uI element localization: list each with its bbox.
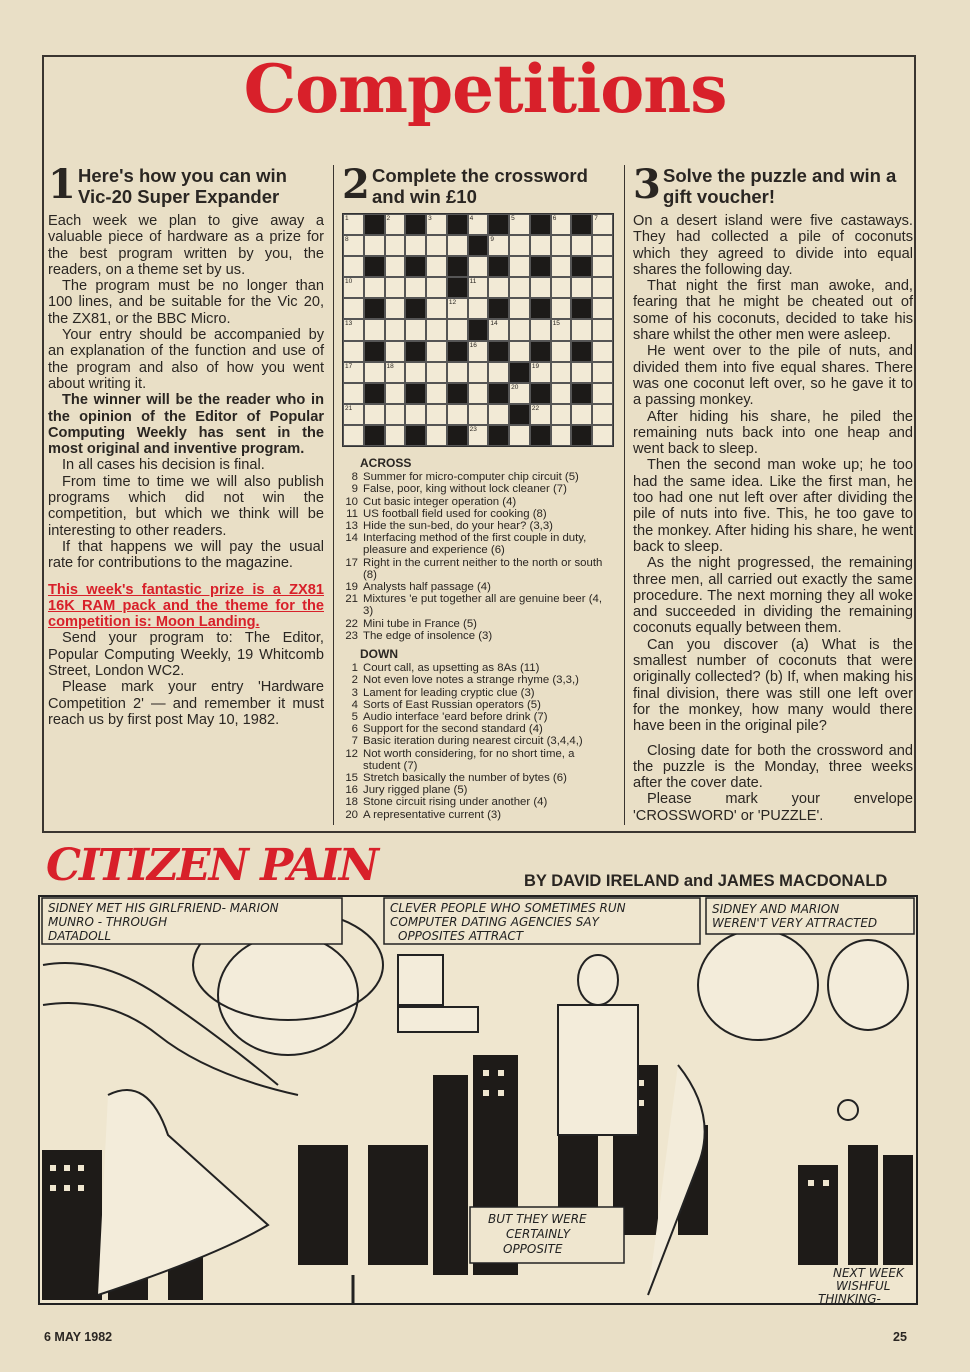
crossword-cell[interactable] bbox=[426, 235, 447, 256]
paragraph: From time to time we will also publish programs which did not win the competition, but which we think will be interesting to other readers. bbox=[48, 473, 324, 539]
crossword-block bbox=[488, 383, 509, 404]
crossword-cell[interactable] bbox=[571, 235, 592, 256]
clue-text: Right in the current neither to the north or south (8) bbox=[363, 556, 603, 581]
caption-5-line: WISHFUL bbox=[836, 1279, 891, 1293]
clue bbox=[342, 508, 614, 520]
crossword-block bbox=[364, 425, 385, 446]
crossword-cell[interactable] bbox=[426, 214, 447, 235]
crossword-cell[interactable] bbox=[426, 319, 447, 340]
crossword-block bbox=[488, 214, 509, 235]
crossword-cell[interactable] bbox=[343, 404, 364, 425]
crossword-cell[interactable] bbox=[488, 277, 509, 298]
crossword-cell[interactable] bbox=[385, 383, 406, 404]
crossword-cell[interactable] bbox=[551, 298, 572, 319]
caption-5-line: THINKING- bbox=[818, 1292, 881, 1305]
crossword-cell[interactable] bbox=[405, 362, 426, 383]
cell-number: 13 bbox=[345, 320, 353, 328]
cell-number: 21 bbox=[345, 404, 353, 412]
crossword-cell[interactable] bbox=[385, 214, 406, 235]
cell-number: 8 bbox=[345, 236, 349, 244]
crossword-block bbox=[364, 214, 385, 235]
crossword-block bbox=[405, 256, 426, 277]
crossword-cell[interactable] bbox=[592, 256, 613, 277]
crossword-cell[interactable] bbox=[551, 214, 572, 235]
crossword-cell[interactable] bbox=[509, 214, 530, 235]
caption-4-line: BUT THEY WERE bbox=[488, 1212, 587, 1226]
clue-number: 8 bbox=[351, 471, 358, 484]
crossword-cell[interactable] bbox=[364, 404, 385, 425]
cell-number: 4 bbox=[469, 215, 474, 222]
crossword-cell[interactable] bbox=[488, 362, 509, 383]
clue bbox=[342, 748, 614, 772]
paragraph: He went over to the pile of nuts, and divided them into five equal shares. There was one coconut left over, so he gave it to a passing monkey. bbox=[633, 343, 913, 409]
crossword-cell[interactable] bbox=[571, 362, 592, 383]
clue-number: 7 bbox=[351, 735, 358, 748]
clue-text: Stretch basically the number of bytes (6) bbox=[363, 772, 567, 785]
crossword-cell[interactable] bbox=[343, 235, 364, 256]
clue-text: Interfacing method of the first couple in duty, pleasure and experience (6) bbox=[363, 532, 587, 557]
clue-number: 12 bbox=[345, 747, 358, 760]
crossword-cell[interactable] bbox=[488, 319, 509, 340]
competition-number: 3 bbox=[633, 161, 661, 208]
crossword-cell[interactable] bbox=[426, 425, 447, 446]
crossword-cell[interactable] bbox=[468, 214, 489, 235]
crossword-block bbox=[530, 298, 551, 319]
cell-number: 9 bbox=[490, 236, 494, 244]
crossword-cell[interactable] bbox=[592, 214, 613, 235]
crossword-cell[interactable] bbox=[551, 256, 572, 277]
footer-date: 6 MAY 1982 bbox=[44, 1330, 113, 1344]
clue-number: 4 bbox=[351, 698, 358, 711]
clue-number: 21 bbox=[345, 593, 358, 606]
crossword-cell[interactable] bbox=[488, 404, 509, 425]
crossword-block bbox=[488, 256, 509, 277]
crossword-clues bbox=[342, 457, 614, 821]
caption-3-line: SIDNEY AND MARION bbox=[712, 902, 840, 916]
clue-text: Cut basic integer operation (4) bbox=[363, 495, 517, 508]
competition-1 bbox=[48, 161, 324, 728]
cell-number: 11 bbox=[469, 278, 477, 286]
crossword-cell[interactable] bbox=[343, 362, 364, 383]
crossword-block bbox=[509, 404, 530, 425]
cell-number: 14 bbox=[490, 320, 498, 328]
clue-number: 6 bbox=[351, 723, 358, 736]
crossword-cell[interactable] bbox=[530, 404, 551, 425]
crossword-cell[interactable] bbox=[509, 383, 530, 404]
crossword-cell[interactable] bbox=[551, 341, 572, 362]
crossword-cell[interactable] bbox=[426, 404, 447, 425]
agent-suit bbox=[558, 1005, 638, 1135]
crossword-cell[interactable] bbox=[385, 298, 406, 319]
clue-number: 1 bbox=[351, 662, 358, 675]
clue-text: US football field used for cooking (8) bbox=[363, 507, 547, 520]
crossword-cell[interactable] bbox=[509, 277, 530, 298]
column-divider bbox=[624, 165, 625, 825]
crossword-cell[interactable] bbox=[468, 341, 489, 362]
crossword-block bbox=[530, 425, 551, 446]
comic-byline: BY DAVID IRELAND and JAMES MACDONALD bbox=[524, 872, 888, 890]
crossword-cell[interactable] bbox=[509, 298, 530, 319]
clue-number: 18 bbox=[345, 796, 358, 809]
clue bbox=[342, 630, 614, 642]
clue bbox=[342, 471, 614, 483]
caption-2-line: OPPOSITES ATTRACT bbox=[398, 929, 524, 943]
crossword-cell[interactable] bbox=[343, 298, 364, 319]
closing-date: Closing date for both the crossword and the puzzle is the Monday, three weeks after the cover date. bbox=[633, 742, 913, 792]
crossword-cell[interactable] bbox=[405, 319, 426, 340]
crossword-cell[interactable] bbox=[426, 341, 447, 362]
across-clue-list bbox=[342, 471, 614, 642]
clue bbox=[342, 674, 614, 686]
crossword-cell[interactable] bbox=[468, 298, 489, 319]
cell-number: 1 bbox=[345, 215, 349, 222]
clue-text: Audio interface 'eard before drink (7) bbox=[363, 711, 548, 724]
crossword-cell[interactable] bbox=[447, 235, 468, 256]
clue bbox=[342, 662, 614, 674]
crossword-block bbox=[530, 341, 551, 362]
crossword-block bbox=[405, 341, 426, 362]
crossword-cell[interactable] bbox=[447, 298, 468, 319]
crossword-cell[interactable] bbox=[468, 362, 489, 383]
crossword-cell[interactable] bbox=[405, 277, 426, 298]
agent-head bbox=[578, 955, 618, 1005]
caption-3-line: WEREN'T VERY ATTRACTED bbox=[712, 916, 878, 930]
competition-number: 2 bbox=[342, 161, 370, 208]
column-divider bbox=[333, 165, 334, 825]
clue-number: 2 bbox=[351, 674, 358, 687]
cell-number: 20 bbox=[511, 383, 519, 391]
competition-heading: Solve the puzzle and win a gift voucher! bbox=[663, 165, 897, 207]
clue-text: Basic iteration during nearest circuit (3,4,4,) bbox=[363, 735, 583, 748]
computer-monitor bbox=[398, 955, 443, 1005]
caption-1-line: SIDNEY MET HIS GIRLFRIEND- MARION bbox=[48, 901, 279, 915]
crossword-cell[interactable] bbox=[447, 404, 468, 425]
crossword-cell[interactable] bbox=[530, 362, 551, 383]
crossword-cell[interactable] bbox=[468, 256, 489, 277]
clue-text: Analysts half passage (4) bbox=[363, 581, 491, 594]
crossword-cell[interactable] bbox=[343, 319, 364, 340]
prize-announcement: This week's fantastic prize is a ZX81 16K RAM pack and the theme for the competition is: Moon Landing. bbox=[48, 581, 324, 631]
paragraph: As the night progressed, the remaining three men, all carried out exactly the same procedure. The next morning they all woke and succeeded in dividing the remaining coconuts equally between them. bbox=[633, 555, 913, 637]
crossword-block bbox=[571, 341, 592, 362]
caption-2-line: CLEVER PEOPLE WHO SOMETIMES RUN bbox=[390, 901, 626, 915]
crossword-block bbox=[530, 256, 551, 277]
cell-number: 17 bbox=[345, 362, 353, 370]
crossword-block bbox=[364, 256, 385, 277]
crossword-cell[interactable] bbox=[343, 214, 364, 235]
clue-number: 5 bbox=[351, 711, 358, 724]
clue-text: Stone circuit rising under another (4) bbox=[363, 796, 548, 809]
cell-number: 16 bbox=[469, 341, 477, 349]
cell-number: 23 bbox=[469, 425, 477, 433]
crossword-block bbox=[405, 383, 426, 404]
clue bbox=[342, 723, 614, 735]
cell-number: 7 bbox=[594, 215, 598, 222]
winner-paragraph: The winner will be the reader who in the opinion of the Editor of Popular Computing Weekly has sent in the most original and inventive program. bbox=[48, 392, 324, 458]
crossword-block bbox=[405, 214, 426, 235]
crossword-cell[interactable] bbox=[509, 319, 530, 340]
crossword-cell[interactable] bbox=[385, 404, 406, 425]
crossword-block bbox=[571, 425, 592, 446]
crossword-cell[interactable] bbox=[385, 319, 406, 340]
cell-number: 15 bbox=[552, 320, 560, 328]
crossword-block bbox=[447, 277, 468, 298]
clue bbox=[342, 809, 614, 821]
crossword-cell[interactable] bbox=[447, 362, 468, 383]
clue bbox=[342, 796, 614, 808]
crossword-cell[interactable] bbox=[592, 235, 613, 256]
crossword-cell[interactable] bbox=[592, 341, 613, 362]
crossword-cell[interactable] bbox=[509, 235, 530, 256]
crossword-cell[interactable] bbox=[343, 277, 364, 298]
caption-2-line: COMPUTER DATING AGENCIES SAY bbox=[390, 915, 599, 929]
clue-number: 14 bbox=[345, 532, 358, 545]
competition-number: 1 bbox=[48, 161, 76, 208]
clue-text: Not even love notes a strange rhyme (3,3,) bbox=[363, 674, 579, 687]
crossword-cell[interactable] bbox=[364, 277, 385, 298]
clue-heading: DOWN bbox=[360, 647, 398, 662]
marion-face bbox=[218, 935, 358, 1055]
crossword-cell[interactable] bbox=[343, 383, 364, 404]
crossword-cell[interactable] bbox=[592, 404, 613, 425]
cell-number: 22 bbox=[531, 404, 540, 412]
crossword-cell[interactable] bbox=[385, 235, 406, 256]
crossword-cell[interactable] bbox=[405, 404, 426, 425]
crossword-block bbox=[364, 298, 385, 319]
crossword-cell[interactable] bbox=[426, 298, 447, 319]
cell-number: 19 bbox=[531, 362, 540, 370]
crossword-cell[interactable] bbox=[592, 298, 613, 319]
clue bbox=[342, 593, 614, 617]
crossword-cell[interactable] bbox=[343, 341, 364, 362]
clue-number: 3 bbox=[351, 686, 358, 699]
crossword-block bbox=[571, 256, 592, 277]
crossword-cell[interactable] bbox=[530, 277, 551, 298]
crossword-cell[interactable] bbox=[592, 362, 613, 383]
crossword-cell[interactable] bbox=[571, 404, 592, 425]
crossword-cell[interactable] bbox=[551, 319, 572, 340]
clue-number: 16 bbox=[345, 784, 358, 797]
paragraph: Then the second man woke up; he too had the same idea. Like the first man, he too had one nut left over after dividing the pile of nuts into five. This, he too gave to the monkey. After hiding his share, he went back to sleep. bbox=[633, 457, 913, 555]
clue-number: 19 bbox=[345, 581, 358, 594]
page-title: Competitions bbox=[243, 50, 727, 128]
clue-number: 23 bbox=[345, 629, 358, 642]
clue-number: 10 bbox=[345, 495, 358, 508]
clue-text: The edge of insolence (3) bbox=[363, 629, 493, 642]
crossword-cell[interactable] bbox=[530, 319, 551, 340]
clue bbox=[342, 532, 614, 556]
crossword-cell[interactable] bbox=[447, 319, 468, 340]
crossword-cell[interactable] bbox=[426, 362, 447, 383]
crossword-block bbox=[405, 425, 426, 446]
crossword-cell[interactable] bbox=[551, 425, 572, 446]
crossword-block bbox=[488, 341, 509, 362]
clue bbox=[342, 520, 614, 532]
clue-text: Hide the sun-bed, do your hear? (3,3) bbox=[363, 520, 553, 533]
crossword-block bbox=[468, 235, 489, 256]
crossword-cell[interactable] bbox=[509, 425, 530, 446]
computer-keyboard bbox=[398, 1007, 478, 1032]
cell-number: 10 bbox=[345, 278, 353, 286]
cell-number: 2 bbox=[386, 215, 391, 222]
clue-number: 11 bbox=[346, 507, 358, 520]
paragraph: On a desert island were five castaways. They had collected a pile of coconuts which they agreed to divide into equal shares the following day. bbox=[633, 213, 913, 278]
crossword-cell[interactable] bbox=[385, 425, 406, 446]
comic-strip bbox=[38, 895, 918, 1305]
crossword-cell[interactable] bbox=[343, 425, 364, 446]
crossword-cell[interactable] bbox=[551, 362, 572, 383]
cell-number: 18 bbox=[386, 362, 394, 370]
clue bbox=[342, 483, 614, 495]
crossword-cell[interactable] bbox=[571, 277, 592, 298]
cell-number: 5 bbox=[511, 215, 515, 222]
crossword-block bbox=[488, 425, 509, 446]
crossword-block bbox=[571, 298, 592, 319]
crossword-cell[interactable] bbox=[468, 425, 489, 446]
competition-heading: Here's how you can win Vic-20 Super Expander bbox=[78, 165, 287, 207]
crossword-cell[interactable] bbox=[509, 256, 530, 277]
paragraph: Can you discover (a) What is the smallest number of coconuts that were originally collected? (b) If, when making his final division, there was still one left over for the monkey, how many would there have been in the original pile? bbox=[633, 636, 913, 735]
competition-3 bbox=[633, 161, 913, 824]
crossword-block bbox=[447, 256, 468, 277]
clue-number: 15 bbox=[345, 772, 358, 785]
crossword-cell[interactable] bbox=[551, 277, 572, 298]
crossword-block bbox=[364, 383, 385, 404]
crossword-block bbox=[488, 298, 509, 319]
crossword-block bbox=[447, 425, 468, 446]
caption-1-line: DATADOLL bbox=[48, 929, 112, 943]
crossword-block bbox=[509, 362, 530, 383]
clue-heading: ACROSS bbox=[360, 456, 412, 470]
crossword-cell[interactable] bbox=[405, 235, 426, 256]
crossword-cell[interactable] bbox=[426, 277, 447, 298]
crossword-cell[interactable] bbox=[426, 383, 447, 404]
competition-heading: Complete the crossword and win £10 bbox=[372, 165, 588, 207]
clue-text: A representative current (3) bbox=[363, 808, 502, 821]
clue bbox=[342, 772, 614, 784]
crossword-cell[interactable] bbox=[385, 277, 406, 298]
crossword-cell[interactable] bbox=[530, 235, 551, 256]
send-paragraph: Send your program to: The Editor, Popular Computing Weekly, 19 Whitcomb Street, London WC2. bbox=[48, 630, 324, 680]
clue-text: Support for the second standard (4) bbox=[363, 723, 543, 736]
clue bbox=[342, 618, 614, 630]
clue-text: Summer for micro-computer chip circuit (5) bbox=[363, 471, 579, 484]
crossword-cell[interactable] bbox=[468, 383, 489, 404]
clue-text: Mini tube in France (5) bbox=[363, 617, 477, 630]
crossword-block bbox=[530, 383, 551, 404]
paragraph: In all cases his decision is final. bbox=[62, 457, 265, 474]
cell-number: 12 bbox=[448, 299, 457, 307]
paragraph: That night the first man awoke, and, fearing that he might be cheated out of some of his coconuts, decided to take his share whilst the other men were asleep. bbox=[633, 278, 913, 344]
crossword-cell[interactable] bbox=[385, 256, 406, 277]
clue-text: Court call, as upsetting as 8As (11) bbox=[363, 662, 540, 675]
clue-text: False, poor, king without lock cleaner (7) bbox=[363, 483, 567, 496]
crossword-block bbox=[447, 341, 468, 362]
clue-text: Not worth considering, for no short time, a student (7) bbox=[363, 747, 575, 772]
crossword-cell[interactable] bbox=[509, 341, 530, 362]
clue-text: Lament for leading cryptic clue (3) bbox=[363, 686, 535, 699]
crossword-block bbox=[468, 319, 489, 340]
deadline-paragraph: Please mark your entry 'Hardware Competition 2' — and remember it must reach us by first post May 10, 1982. bbox=[48, 679, 324, 728]
crossword-cell[interactable] bbox=[551, 235, 572, 256]
crossword-cell[interactable] bbox=[343, 256, 364, 277]
crossword-cell[interactable] bbox=[426, 256, 447, 277]
clue-number: 13 bbox=[345, 520, 358, 533]
crossword-block bbox=[530, 214, 551, 235]
crossword-cell[interactable] bbox=[385, 362, 406, 383]
paragraph: If that happens we will pay the usual rate for contributions to the magazine. bbox=[48, 538, 324, 572]
clue bbox=[342, 687, 614, 699]
clue bbox=[342, 557, 614, 581]
paragraph: The program must be no longer than 100 lines, and be suitable for the Vic 20, the ZX81, or the BBC Micro. bbox=[48, 278, 324, 327]
crossword-cell[interactable] bbox=[551, 404, 572, 425]
down-clue-list bbox=[342, 662, 614, 821]
caption-5-line: NEXT WEEK bbox=[833, 1266, 904, 1280]
crossword-cell[interactable] bbox=[592, 383, 613, 404]
crossword-cell[interactable] bbox=[592, 319, 613, 340]
crossword-block bbox=[447, 383, 468, 404]
clue bbox=[342, 581, 614, 593]
crossword-block bbox=[447, 214, 468, 235]
cell-number: 6 bbox=[552, 215, 557, 222]
crossword-cell[interactable] bbox=[592, 425, 613, 446]
caption-4-line: CERTAINLY bbox=[506, 1227, 571, 1241]
crossword-cell[interactable] bbox=[592, 277, 613, 298]
crossword-cell[interactable] bbox=[488, 235, 509, 256]
clue-number: 22 bbox=[345, 617, 358, 630]
sidney-profile bbox=[828, 940, 908, 1030]
crossword-block bbox=[364, 341, 385, 362]
crossword-cell[interactable] bbox=[364, 362, 385, 383]
crossword-cell[interactable] bbox=[364, 319, 385, 340]
caption-4-line: OPPOSITE bbox=[503, 1242, 563, 1256]
clue bbox=[342, 699, 614, 711]
cell-number: 3 bbox=[428, 215, 432, 222]
clue bbox=[342, 711, 614, 723]
marion-profile bbox=[698, 930, 818, 1040]
paragraph: After hiding his share, he piled the remaining nuts back into one heap and went back to sleep. bbox=[633, 408, 913, 458]
paragraph: Your entry should be accompanied by an explanation of the function and use of the program and also of how you went about writing it. bbox=[48, 327, 324, 392]
clue-number: 9 bbox=[351, 483, 358, 496]
crossword-block bbox=[571, 383, 592, 404]
clue-text: Mixtures 'e put together all are genuine beer (4, 3) bbox=[363, 593, 602, 618]
competition-2 bbox=[342, 161, 614, 821]
crossword-cell[interactable] bbox=[468, 404, 489, 425]
crossword-cell[interactable] bbox=[385, 341, 406, 362]
envelope-note: Please mark your envelope 'CROSSWORD' or 'PUZZLE'. bbox=[633, 791, 913, 824]
clue-text: Jury rigged plane (5) bbox=[363, 784, 468, 797]
crossword-cell[interactable] bbox=[551, 383, 572, 404]
clue-number: 20 bbox=[345, 808, 358, 821]
crossword-block bbox=[571, 214, 592, 235]
crossword-cell[interactable] bbox=[468, 277, 489, 298]
crossword-cell[interactable] bbox=[364, 235, 385, 256]
clue bbox=[342, 496, 614, 508]
comic-title: CITIZEN PAIN bbox=[46, 840, 377, 891]
paragraph: Each week we plan to give away a valuable piece of hardware as a prize for the best program written by you, the readers, on a theme set by us. bbox=[48, 213, 324, 278]
crossword-grid bbox=[342, 213, 614, 447]
clue bbox=[342, 784, 614, 796]
crossword-cell[interactable] bbox=[571, 319, 592, 340]
caption-1-line: MUNRO - THROUGH bbox=[48, 915, 168, 929]
clue-number: 17 bbox=[345, 556, 358, 569]
clue-text: Sorts of East Russian operators (5) bbox=[363, 698, 541, 711]
page-number: 25 bbox=[893, 1330, 907, 1344]
crossword-block bbox=[405, 298, 426, 319]
clue bbox=[342, 735, 614, 747]
